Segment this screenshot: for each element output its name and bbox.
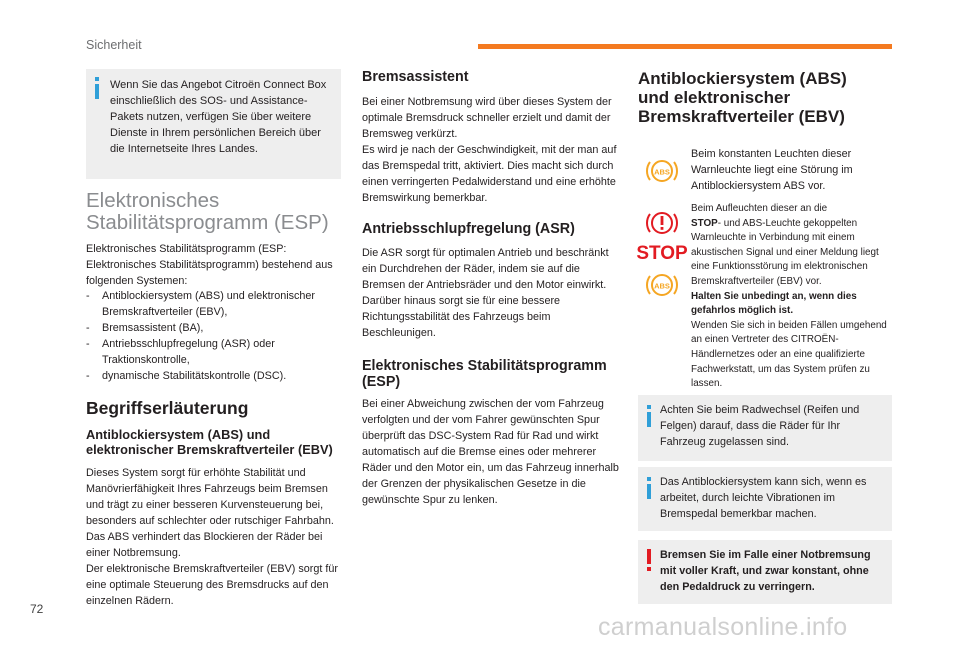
ba-text-2: Es wird je nach der Geschwindigkeit, mit der man auf das Bremspedal tritt, aktiviert. Dies macht sich durch einen verringerten Pedalwiderstand und eine erhöhte Bremswirkung bemerkbar.: [362, 144, 617, 204]
ebv-text-stop: STOP: [691, 217, 718, 229]
abs-text-1: Dieses System sorgt für erhöhte Stabilität und Manövrierfähigkeit Ihres Fahrzeugs beim Bremsen und trägt zu einer besseren Kurvensteuerung bei, besonders auf schlechter oder rutschiger Fahrbahn.: [86, 467, 334, 527]
watermark: carmanualsonline.info: [598, 613, 848, 641]
ba-text-1: Bei einer Notbremsung wird über dieses System der optimale Bremsdruck schneller erzielt und damit der Bremsweg verkürzt.: [362, 96, 612, 140]
list-item: - Antriebsschlupfregelung (ASR) oder Traktionskontrolle,: [86, 336, 344, 368]
emergency-brake-warning-text: Bremsen Sie im Falle einer Notbremsung mit voller Kraft, und zwar konstant, ohne den Pedaldruck zu verringern.: [660, 549, 871, 593]
abs-lamp-text: Beim konstanten Leuchten dieser Warnleuchte liegt eine Störung im Antiblockiersystem ABS vor.: [691, 148, 853, 192]
list-item: - Bremsassistent (BA),: [86, 320, 344, 336]
abs-ebv-heading: Antiblockiersystem (ABS) und elektronischer Bremskraftverteiler (EBV): [638, 69, 847, 126]
stop-icon-label: STOP: [636, 243, 688, 264]
esp-heading: Elektronisches Stabilitätsprogramm (ESP): [86, 189, 329, 234]
list-item: - Antiblockiersystem (ABS) und elektronischer Bremskraftverteiler (EBV),: [86, 288, 344, 320]
warning-exclamation-icon: [646, 549, 652, 571]
ba-text-block: [362, 94, 620, 206]
info-note-text: Wenn Sie das Angebot Citroën Connect Box einschließlich des SOS- und Assistance-Pakets nutzen, verfügen Sie über weitere Dienste in Ihrem persönlichen Bereich über die Internetseite Ihres Landes.: [110, 79, 327, 155]
section-title: Sicherheit: [86, 38, 142, 52]
abs-text-2: Das ABS verhindert das Blockieren der Räder bei einer Notbremsung.: [86, 531, 323, 559]
esp-systems-list: [86, 288, 344, 384]
esp-detail-text: Bei einer Abweichung zwischen der vom Fahrzeug verfolgten und der vom Fahrer gewünschten Spur überprüft das DSC-System Rad für Rad und wirkt automatisch auf die Bremse eines oder mehrerer Räder und den Motor ein, um das Fahrzeug innerhalb der Grenzen der physikalischen Gesetze in die gewünschte Spur zu lenken.: [362, 398, 619, 506]
ba-heading: Bremsassistent: [362, 69, 469, 85]
ebv-lamp-text: [691, 202, 899, 392]
info-icon: [646, 405, 652, 427]
abs-icon-label: ABS: [654, 167, 670, 177]
ebv-text-bold: Halten Sie unbedingt an, wenn dies gefahrlos möglich ist.: [691, 290, 857, 317]
info-icon: [94, 77, 100, 99]
header-accent-bar: [478, 44, 892, 49]
stop-warning-icon: [636, 241, 688, 264]
ebv-text-pre: Beim Aufleuchten dieser an die: [691, 203, 828, 214]
begriff-heading: Begriffserläuterung: [86, 398, 249, 418]
wheel-change-note-text: Achten Sie beim Radwechsel (Reifen und Felgen) darauf, dass die Räder für Ihr Fahrzeug zugelassen sind.: [660, 404, 860, 448]
vibration-note-text: Das Antiblockiersystem kann sich, wenn es arbeitet, durch leichte Vibrationen im Bremspedal bemerkbar machen.: [660, 476, 867, 520]
emergency-brake-warning-box: [638, 540, 892, 604]
esp-intro: Elektronisches Stabilitätsprogramm (ESP: Elektronisches Stabilitätsprogramm) bestehend aus folgenden Systemen:: [86, 243, 333, 287]
info-icon: [646, 477, 652, 499]
abs-subheading: Antiblockiersystem (ABS) und elektronischer Bremskraftverteiler (EBV): [86, 427, 333, 457]
abs-text-block: [86, 465, 344, 609]
abs-warning-lamp-icon: [644, 156, 680, 186]
abs-text-3: Der elektronische Bremskraftverteiler (EBV) sorgt für eine optimale Steuerung des Bremsdrucks auf den einzelnen Rädern.: [86, 563, 339, 607]
page-number: 72: [30, 602, 44, 616]
list-item: - dynamische Stabilitätskontrolle (DSC).: [86, 368, 344, 384]
asr-text: Die ASR sorgt für optimalen Antrieb und beschränkt ein Durchdrehen der Räder, indem sie auf die Bremsen der Antriebsräder und den Motor einwirkt. Darüber hinaus sorgt sie für eine bessere Richtungsstabilität des Fahrzeugs beim Beschleunigen.: [362, 247, 609, 339]
asr-heading: Antriebsschlupfregelung (ASR): [362, 221, 575, 237]
ebv-text-post: - und ABS-Leuchte gekoppelten Warnleuchte in Verbindung mit einem akustischen Signal und einer Meldung liegt eine Funktionsstörung im elektronischen Bremskraftverteiler (EBV) vor.: [691, 217, 879, 287]
ebv-text-end: Wenden Sie sich in beiden Fällen umgehend an einen Vertreter des CITROËN-Händlernetzes oder an eine qualifizierte Fachwerkstatt, um das System prüfen zu lassen.: [691, 319, 887, 390]
esp-detail-heading: Elektronisches Stabilitätsprogramm (ESP): [362, 358, 607, 390]
abs-warning-lamp-icon-2: [644, 270, 680, 300]
abs-icon-label-2: ABS: [654, 281, 670, 291]
brake-warning-icon: [644, 208, 680, 238]
info-note-box: [86, 69, 341, 179]
wheel-change-note-box: [638, 395, 892, 461]
vibration-note-box: [638, 467, 892, 531]
